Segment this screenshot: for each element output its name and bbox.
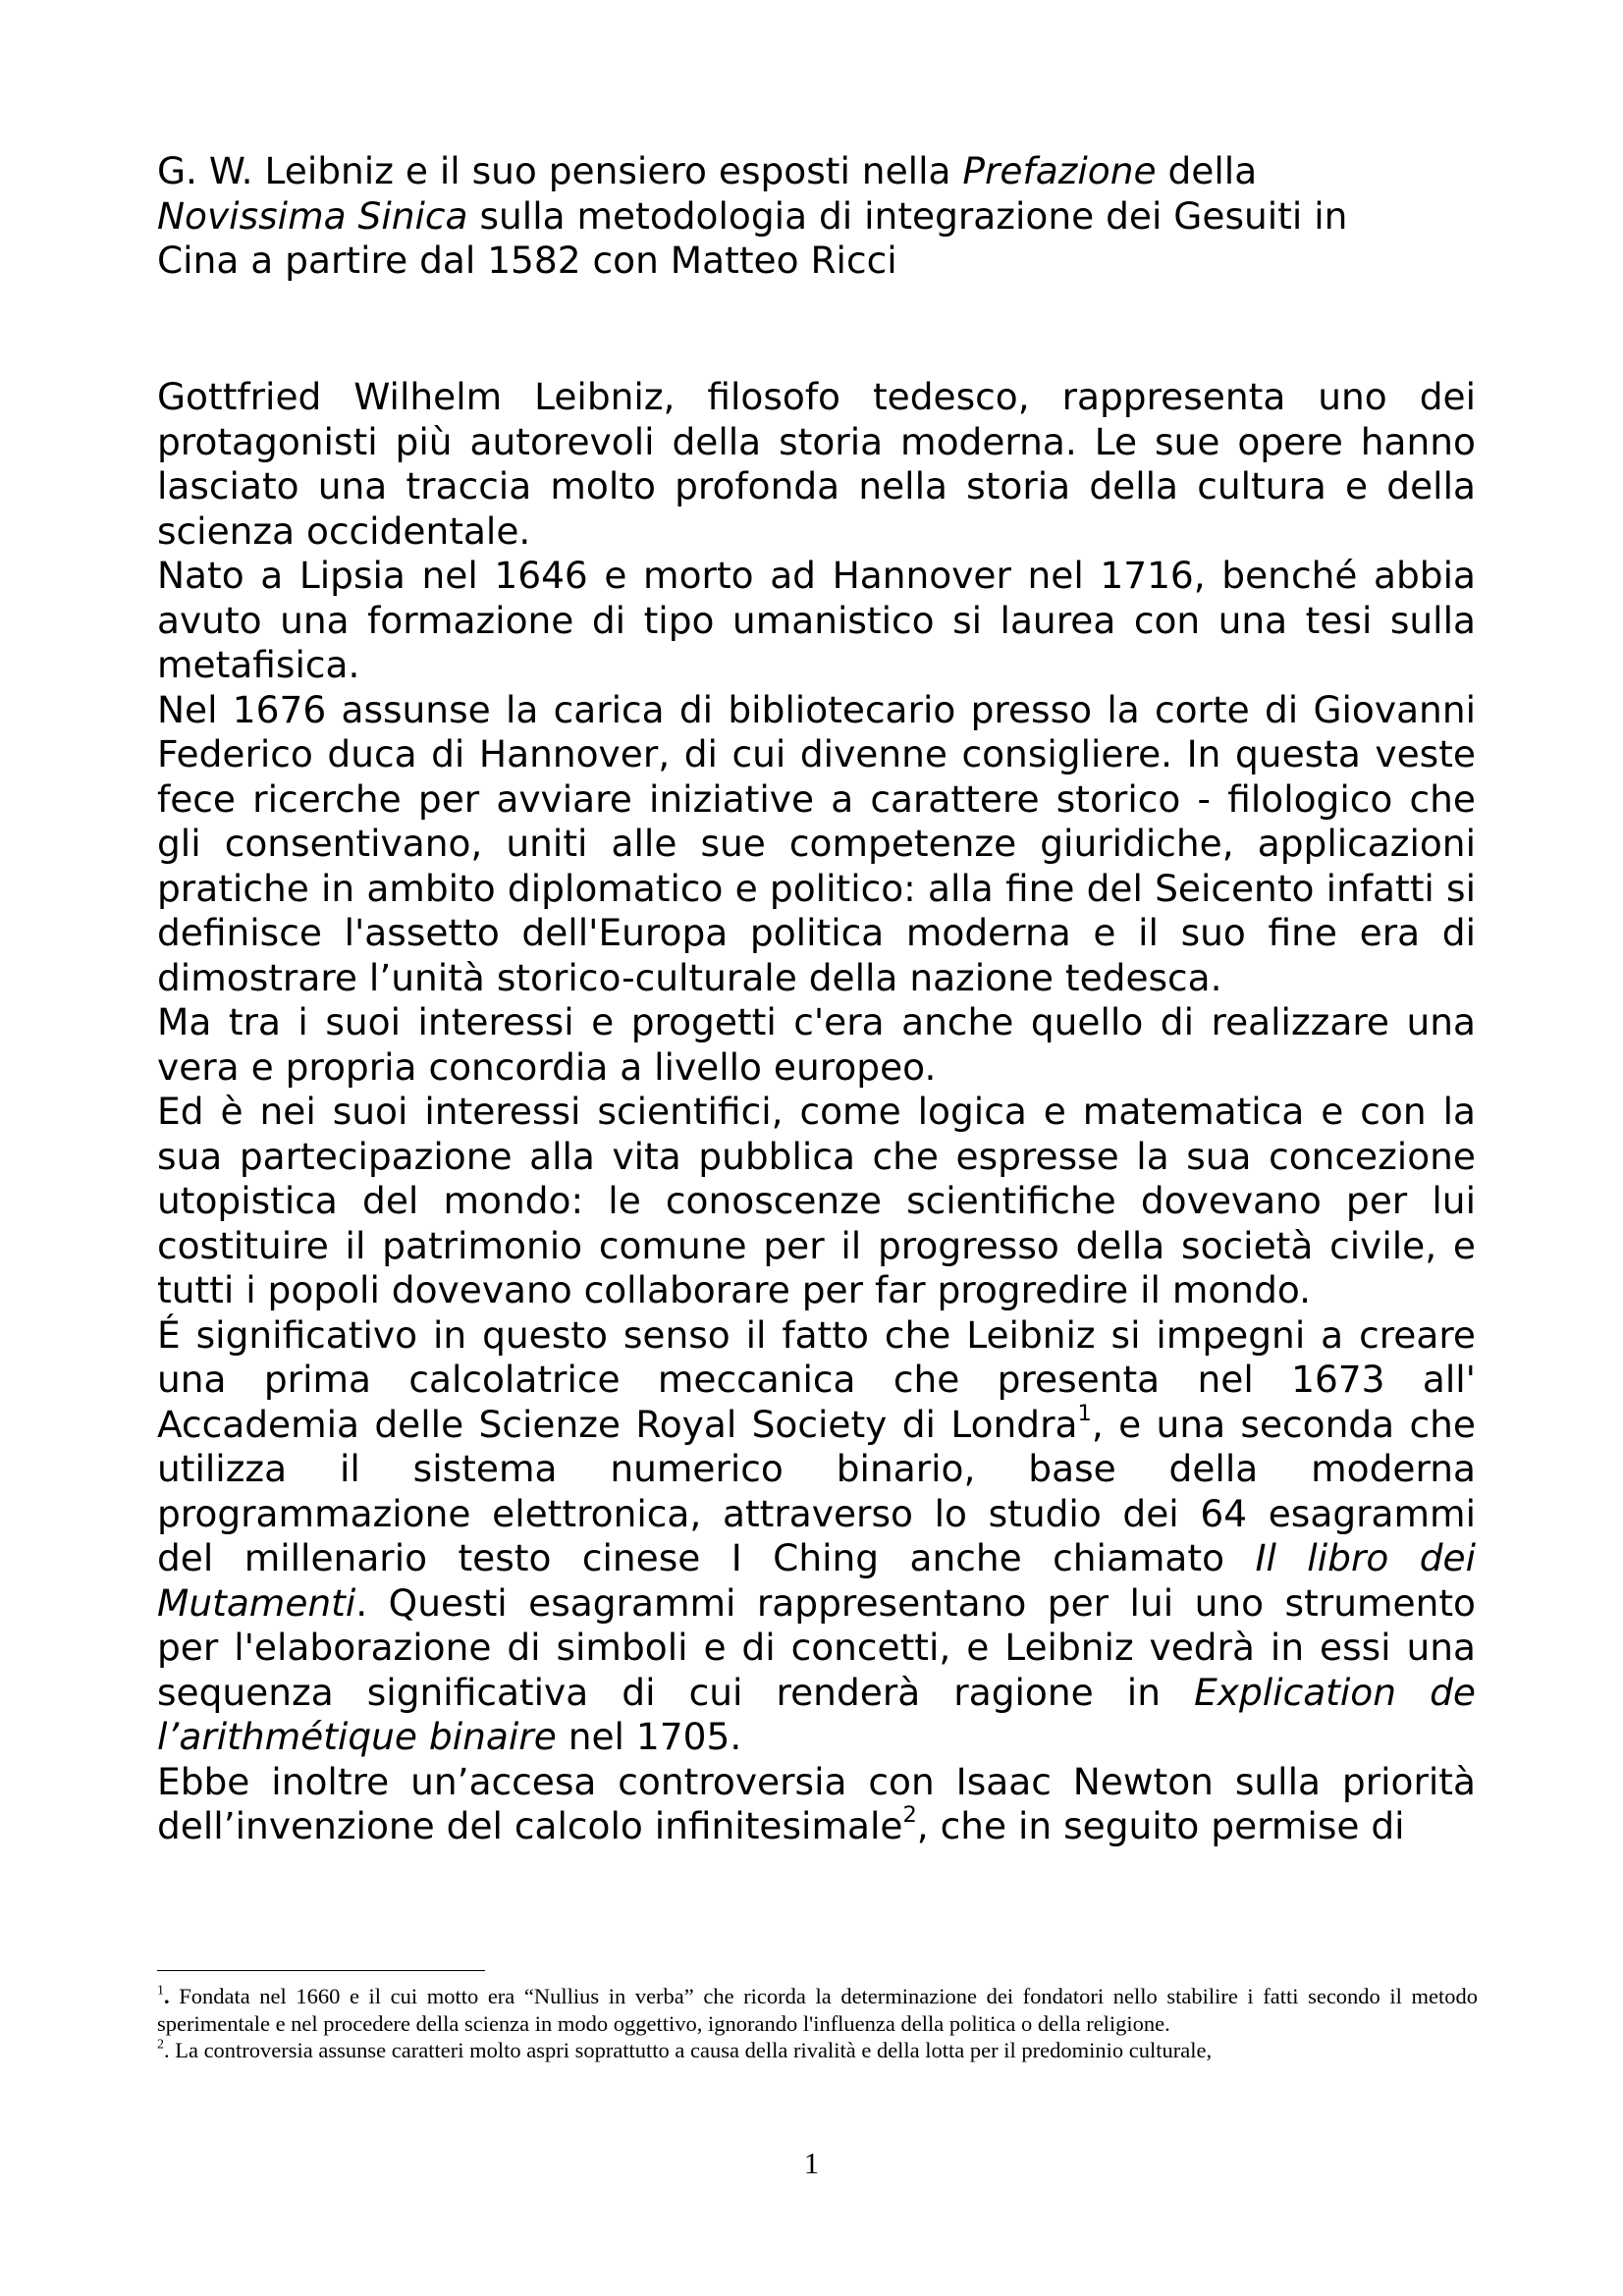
footnote-dot: . (163, 1984, 170, 2008)
title-text: G. W. Leibniz e il suo pensiero esposti nella (157, 149, 963, 192)
document-title (157, 149, 1473, 284)
footnotes (157, 1983, 1478, 2064)
paragraph-7-text: , che in seguito permise di (916, 1804, 1405, 1847)
page-number: 1 (803, 2146, 820, 2180)
footnote-1 (157, 1983, 1478, 2037)
footnote-mark: 2 (157, 2037, 164, 2053)
paragraph-4: Ma tra i suoi interessi e progetti c'era anche quello di realizzare una vera e propria concordia a livello europeo. (157, 1000, 1476, 1089)
footnote-ref-1[interactable]: 1 (1077, 1400, 1092, 1426)
footnote-ref-2[interactable]: 2 (902, 1802, 917, 1829)
footnote-text: La controversia assunse caratteri molto aspri soprattutto a causa della rivalità e della lotta per il predominio culturale, (169, 2038, 1213, 2062)
title-line-3 (157, 239, 1473, 284)
paragraph-6-text: , e una seconda che utilizza il sistema numerico binario, base della moderna programmazione elettronica, attraverso lo studio dei 64 esagrammi del millenario testo cinese I Ching anche chiamato (157, 1402, 1476, 1579)
footnote-dot: . (163, 2038, 170, 2062)
body-text (157, 375, 1476, 1849)
footnote-2 (157, 2037, 1478, 2064)
paragraph-6-text: nel 1705. (556, 1715, 742, 1758)
paragraph-3: Nel 1676 assunse la carica di bibliotecario presso la corte di Giovanni Federico duca di Hannover, di cui divenne consigliere. In questa veste fece ricerche per avviare iniziative a carattere storico - filologico che gli consentivano, uniti alle sue competenze giuridiche, applicazioni pratiche in ambito diplomatico e politico: alla fine del Seicento infatti si definisce l'assetto dell'Europa politica moderna e il suo fine era di dimostrare l’unità storico-culturale della nazione tedesca. (157, 687, 1476, 999)
title-italic-prefazione: Prefazione (962, 149, 1157, 192)
paragraph-5: Ed è nei suoi interessi scientifici, come logica e matematica e con la sua partecipazione alla vita pubblica che espresse la sua concezione utopistica del mondo: le conoscenze scientifiche dovevano per lui costituire il patrimonio comune per il progresso della società civile, e tutti i popoli dovevano collaborare per far progredire il mondo. (157, 1090, 1476, 1311)
paragraph-6 (157, 1313, 1476, 1760)
paragraph-7 (157, 1760, 1476, 1849)
title-text: sulla metodologia di integrazione dei Gesuiti in (467, 193, 1348, 238)
paragraph-7-text: Ebbe inoltre un’accesa controversia con Isaac Newton sulla priorità dell’invenzione del calcolo infinitesimale (157, 1759, 1476, 1847)
title-line-2 (157, 194, 1473, 240)
italic-il-libro-dei-mutamenti: Il libro dei Mutamenti (157, 1536, 1477, 1625)
title-italic-novissima-sinica: Novissima Sinica (157, 193, 468, 238)
footnote-mark: 1 (157, 1983, 164, 1999)
italic-explication-arithmetique-binaire: Explication de l’arithmétique binaire (157, 1670, 1476, 1758)
paragraph-6-text: É significativo in questo senso il fatto che Leibniz si impegni a creare una prima calcolatrice meccanica che presenta nel 1673 all' Accademia delle Scienze Royal Society di Londra (157, 1312, 1476, 1446)
title-line-1 (157, 149, 1473, 194)
paragraph-2: Nato a Lipsia nel 1646 e morto ad Hannover nel 1716, benché abbia avuto una formazione di tipo umanistico si laurea con una tesi sulla metafisica. (157, 554, 1476, 686)
footnote-text: Fondata nel 1660 e il cui motto era “Nullius in verba” che ricorda la determinazione dei fondatori nello stabilire i fatti secondo il metodo sperimentale e nel procedere della scienza in modo oggettivo, ignorando l'influenza della politica o della religione. (157, 1984, 1478, 2036)
title-text: Cina a partire dal 1582 con Matteo Ricci (157, 239, 897, 282)
paragraph-6-text: . Questi esagrammi rappresentano per lui uno strumento per l'elaborazione di simboli e di concetti, e Leibniz vedrà in essi una sequenza significativa di cui renderà ragione in (157, 1580, 1476, 1714)
paragraph-1: Gottfried Wilhelm Leibniz, filosofo tedesco, rappresenta uno dei protagonisti più autorevoli della storia moderna. Le sue opere hanno lasciato una traccia molto profonda nella storia della cultura e della scienza occidentale. (157, 375, 1476, 553)
title-text: della (1156, 149, 1258, 192)
footnote-separator (157, 1970, 485, 1971)
